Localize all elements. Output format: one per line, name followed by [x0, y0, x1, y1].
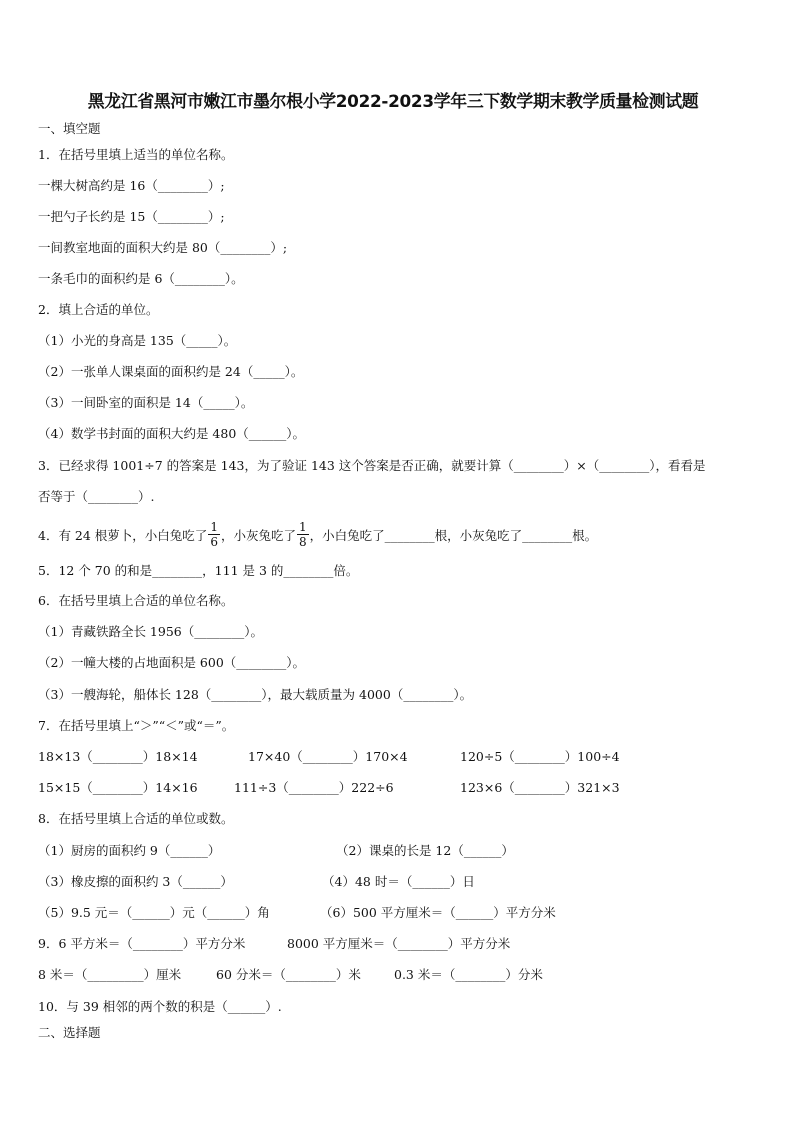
- question-8-item: （5）9.5 元＝（______）元（______）角: [38, 905, 270, 920]
- question-4-text-1: 4．有 24 根萝卜，小白兔吃了: [38, 528, 208, 543]
- question-9-item: 0.3 米＝（________）分米: [394, 967, 543, 982]
- question-8-item: （6）500 平方厘米＝（______）平方分米: [320, 905, 556, 920]
- question-6-line: （3）一艘海轮，船体长 128（________），最大载质量为 4000（________）。: [38, 687, 473, 702]
- question-10: 10．与 39 相邻的两个数的积是（______）.: [38, 999, 282, 1014]
- page-title: 黑龙江省黑河市嫩江市墨尔根小学2022-2023学年三下数学期末教学质量检测试题: [87, 92, 699, 112]
- comparison-item: 15×15（________）14×16: [38, 780, 198, 795]
- question-4: [38, 522, 597, 551]
- question-1-line: 一棵大树高约是 16（________）;: [38, 178, 225, 193]
- question-2-line: （3）一间卧室的面积是 14（_____）。: [38, 395, 254, 410]
- question-9-item: 8000 平方厘米＝（________）平方分米: [287, 936, 511, 951]
- question-1-line: 一间教室地面的面积大约是 80（________）;: [38, 240, 288, 255]
- question-8-item: （1）厨房的面积约 9（______）: [38, 843, 221, 858]
- question-2-line: （4）数学书封面的面积大约是 480（______）。: [38, 426, 306, 441]
- question-9-item: 9．6 平方米＝（________）平方分米: [38, 936, 246, 951]
- question-9-item: 8 米＝（_________）厘米: [38, 967, 182, 982]
- question-2-line: （2）一张单人课桌面的面积约是 24（_____）。: [38, 364, 304, 379]
- question-8-item: （2）课桌的长是 12（______）: [336, 843, 514, 858]
- question-8-item: （4）48 时＝（______）日: [322, 874, 475, 889]
- fraction-numerator: 1: [210, 520, 218, 534]
- question-2-stem: 2．填上合适的单位。: [38, 302, 159, 317]
- question-8-item: （3）橡皮擦的面积约 3（______）: [38, 874, 233, 889]
- question-5: 5．12 个 70 的和是________，111 是 3 的________倍。: [38, 563, 359, 578]
- question-4-text-3: ，小白兔吃了________根，小灰兔吃了________根。: [309, 528, 598, 543]
- question-6-stem: 6．在括号里填上合适的单位名称。: [38, 593, 234, 608]
- question-1-stem: 1．在括号里填上适当的单位名称。: [38, 147, 234, 162]
- question-9-item: 60 分米＝（________）米: [216, 967, 361, 982]
- question-6-line: （1）青藏铁路全长 1956（________）。: [38, 624, 263, 639]
- section-heading-fill-blank: 一、填空题: [38, 121, 101, 136]
- question-1-line: 一条毛巾的面积约是 6（________）。: [38, 271, 244, 286]
- question-2-line: （1）小光的身高是 135（_____）。: [38, 333, 237, 348]
- fraction-one-eighth: [297, 520, 309, 549]
- comparison-item: 17×40（________）170×4: [248, 749, 408, 764]
- question-4-text-2: ，小灰兔吃了: [220, 528, 296, 543]
- fraction-numerator: 1: [298, 520, 307, 534]
- comparison-item: 111÷3（________）222÷6: [234, 780, 394, 795]
- question-3-line-1: 3．已经求得 1001÷7 的答案是 143，为了验证 143 这个答案是否正确，就要计算（________）×（________），看看是: [38, 458, 706, 473]
- question-1-line: 一把勺子长约是 15（________）;: [38, 209, 225, 224]
- question-6-line: （2）一幢大楼的占地面积是 600（________）。: [38, 655, 306, 670]
- fraction-denominator: 8: [298, 535, 307, 549]
- comparison-item: 120÷5（________）100÷4: [460, 749, 620, 764]
- fraction-one-sixth: [208, 520, 220, 549]
- comparison-item: 123×6（________）321×3: [460, 780, 620, 795]
- question-3-line-2: 否等于（________）.: [38, 489, 155, 504]
- comparison-item: 18×13（________）18×14: [38, 749, 198, 764]
- question-8-stem: 8．在括号里填上合适的单位或数。: [38, 811, 234, 826]
- question-7-stem: 7．在括号里填上“＞”“＜”或“＝”。: [38, 718, 235, 733]
- section-heading-multiple-choice: 二、选择题: [38, 1025, 101, 1040]
- fraction-denominator: 6: [210, 535, 218, 549]
